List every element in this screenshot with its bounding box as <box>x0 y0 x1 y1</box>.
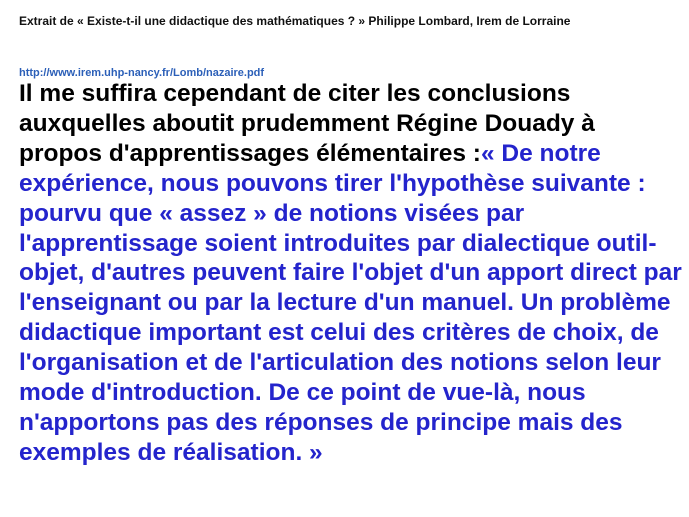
source-citation: Extrait de « Existe-t-il une didactique des mathématiques ? » Philippe Lombard, Irem de Lorraine <box>19 14 571 28</box>
source-url-link[interactable]: http://www.irem.uhp-nancy.fr/Lomb/nazaire.pdf <box>19 67 265 79</box>
passage-intro: Il me suffira cependant de citer les conclusions auxquelles aboutit prudemment Régine Douady à propos d'apprentissages élémentaires : <box>19 80 595 167</box>
passage-quote: « De notre expérience, nous pouvons tirer l'hypothèse suivante : pourvu que « assez » de notions visées par l'apprentissage soient introduites par dialectique outil-objet, d'autres peuvent faire l'objet d'un apport direct par l'enseignant ou par la lecture d'un manuel. Un problème didactique important est celui des critères de choix, de l'organisation et de l'articulation des notions selon leur mode d'introduction. De ce point de vue-là, nous n'apportons pas des réponses de principe mais des exemples de réalisation. » <box>19 139 682 466</box>
main-passage <box>19 79 684 468</box>
